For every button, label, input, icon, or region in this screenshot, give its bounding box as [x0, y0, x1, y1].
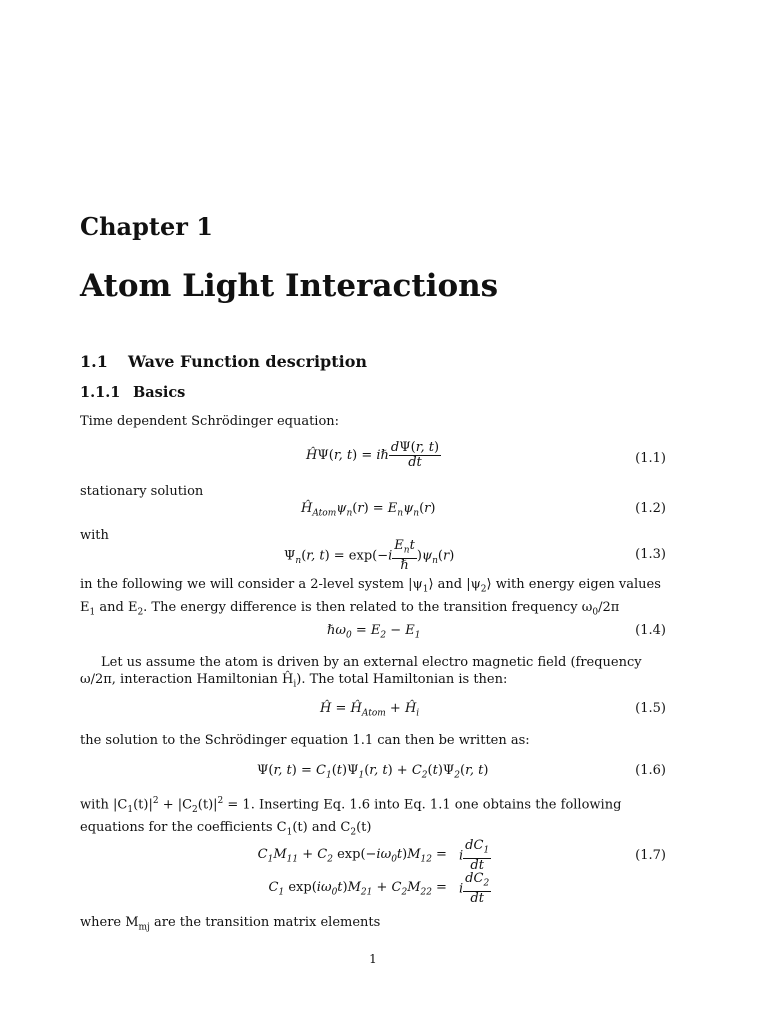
equation-1-1: ĤΨ(r, t) = iℏ $\frac{d\Psi(r, t)}{dt}$ [306, 440, 440, 470]
equation-1-3: $\Psi_n(r$, t) = exp(−i $\frac{E_nt}{\text{ℏ}}$ )$\psi_n(r)$ [284, 538, 455, 573]
equation-1-7-line2-lhs: $C_1$ $\exp(i\omega_0t)M_{21} + C_2M_{22}$ [268, 880, 432, 898]
equation-number: (1.4) [635, 623, 666, 638]
equation-number: (1.6) [635, 763, 666, 778]
section-number: 1.1 [80, 352, 108, 371]
section-heading [80, 352, 367, 371]
paragraph-driven: Let us assume the atom is driven by an external electro magnetic field (frequency ω/2π, interaction Hamiltonian $Ĥ_i$). The total Hamiltonian is then: [80, 655, 642, 690]
equation-number: (1.3) [635, 547, 666, 562]
subsection-title: Basics [133, 384, 186, 401]
page-number: 1 [369, 952, 377, 966]
paragraph-solution: the solution to the Schrödinger equation 1.1 can then be written as: [80, 733, 530, 748]
paragraph-with: with [80, 528, 109, 543]
paragraph-two-level: in the following we will consider a 2-level system $|\psi_1⟩$ and $|\psi_2⟩$ with energy eigen values $E_1$ and $E_2$. The energy difference is then related to the transition frequency $\omega_0/2\pi$ [80, 577, 661, 618]
equation-1-6: Ψ(r, $t) = C_1(t)\Psi_1(r$, $t) + C_2(t)\Psi_2(r$, t) [257, 763, 489, 781]
equation-1-7-line1-eq: = [436, 847, 447, 862]
subsection-number: 1.1.1 [80, 384, 121, 401]
paragraph-normalization: with $|C_1(t)|^2 + |C_2(t)|^2 = 1$. Inserting Eq. 1.6 into Eq. 1.1 one obtains the following equations for the coefficients $C_1(t)$ and $C_2(t)$ [80, 796, 622, 838]
chapter-label: Chapter 1 [80, 212, 213, 241]
equation-number: (1.7) [635, 848, 666, 863]
paragraph-stationary: stationary solution [80, 484, 204, 499]
equation-1-7-line2-eq: = [436, 880, 447, 895]
subsection-heading [80, 384, 185, 401]
equation-1-7-line1-lhs: $C_1M_{11} + C_2$ $\exp(-i\omega_0t)M_{12}$ [257, 847, 432, 865]
equation-number: (1.1) [635, 451, 666, 466]
chapter-title: Atom Light Interactions [80, 268, 499, 304]
equation-1-5: Ĥ = $Ĥ_{Atom}$ + $Ĥ_i$ [320, 701, 420, 719]
paragraph-matrix-elements: where $M_{mj}$ are the transition matrix elements [80, 915, 381, 933]
equation-1-4: ℏω$_0$ = $E_2 - E_1$ [327, 623, 421, 641]
equation-1-2: $Ĥ_{Atom}\psi_n(r) = E_n\psi_n(r)$ [301, 501, 436, 519]
equation-number: (1.2) [635, 501, 666, 516]
equation-1-7-line1-rhs: i $\frac{dC_1}{dt}$ [459, 838, 490, 873]
paragraph-intro: Time dependent Schrödinger equation: [80, 414, 340, 429]
section-title: Wave Function description [128, 352, 368, 371]
equation-1-7-line2-rhs: i $\frac{dC_2}{dt}$ [459, 871, 490, 906]
equation-number: (1.5) [635, 701, 666, 716]
